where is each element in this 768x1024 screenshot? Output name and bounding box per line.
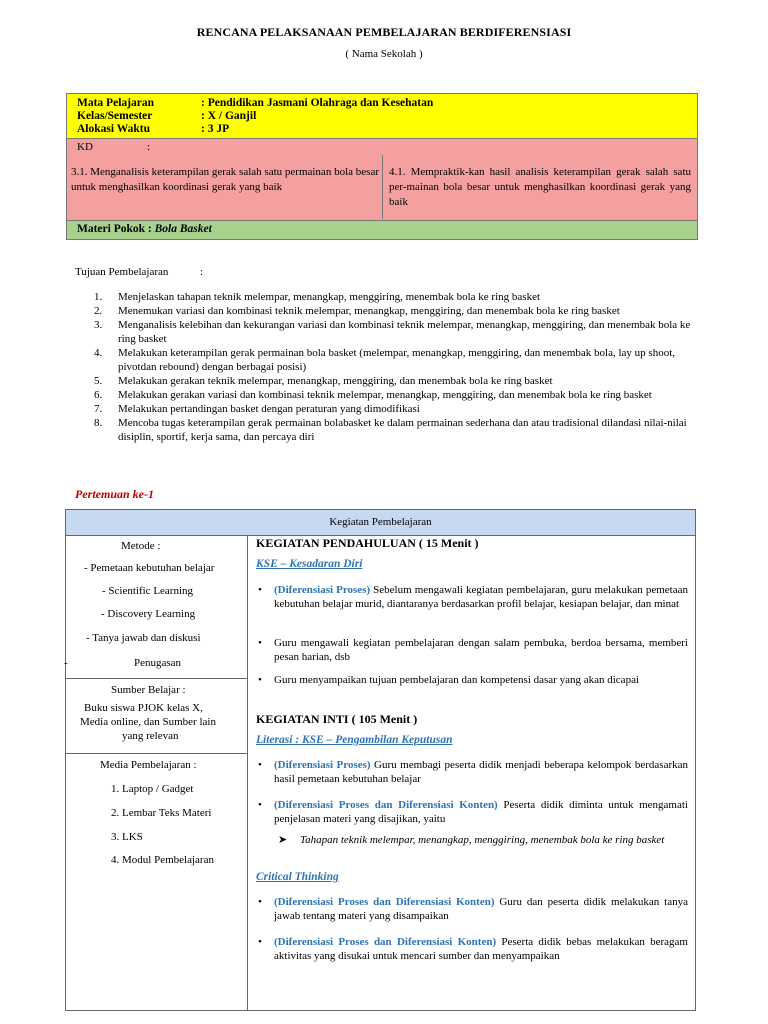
item-text: Menemukan variasi dan kombinasi teknik melempar, menangkap, menggiring, dan menembak bola ke ring basket (118, 305, 620, 317)
item-number: 4. (94, 347, 103, 359)
media-title: Media Pembelajaran : (100, 759, 197, 771)
subject-info-block (67, 94, 697, 139)
item-text: Melakukan keterampilan gerak permainan bola basket (melempar, menangkap, menggiring, dan menembak bola, lay up shoot, pivotdan rebound) dengan berbagai posisi) (118, 347, 676, 373)
item-text: Menjelaskan tahapan teknik melempar, menangkap, menggiring, menembak bola ke ring basket (118, 291, 541, 303)
document-title: RENCANA PELAKSANAAN PEMBELAJARAN BERDIFERENSIASI (196, 25, 572, 39)
bullet-item (256, 935, 688, 963)
tujuan-list (94, 290, 694, 444)
kd-block (67, 139, 697, 221)
metode-item: - Discovery Learning (101, 608, 196, 620)
bullet-text: Guru mengawali kegiatan pembelajaran dengan salam pembuka, berdoa bersama, memberi pesan harian, dsb (274, 637, 688, 663)
bullet-icon: • (258, 759, 262, 771)
metode-item: - Scientific Learning (102, 585, 194, 597)
row-value: : X / Ganjil (201, 110, 257, 122)
inti-title: KEGIATAN INTI ( 105 Menit ) (256, 712, 418, 726)
item-text: Mencoba tugas keterampilan gerak permainan bolabasket ke dalam permainan sederhana dan atau tradisional dilandasi nilai-nilai disiplin, sportif, kerja sama, dan percaya diri (118, 417, 687, 443)
media-item: 1. Laptop / Gadget (111, 783, 194, 795)
arrow-icon: ➤ (278, 834, 288, 846)
inti-subheading: Literasi : KSE – Pengambilan Keputusan (256, 734, 453, 746)
metode-item: - Tanya jawab dan diskusi (86, 632, 201, 644)
bullet-text: Sebelum mengawali kegiatan pembelajaran, guru melakukan pemetaan kebutuhan belajar murid, diantaranya berdasarkan profil belajar, kesiapan belajar, dan minat (274, 584, 688, 610)
bullet-item (256, 636, 688, 664)
bullet-item (256, 673, 688, 687)
row-key: Alokasi Waktu (77, 123, 150, 135)
bullet-icon: • (258, 936, 262, 948)
list-item (94, 290, 694, 304)
list-item (94, 416, 694, 444)
bullet-item (256, 583, 688, 611)
kd-3-1: 3.1. Menganalisis keterampilan gerak salah satu permainan bola besar untuk menghasilkan koordinasi gerak yang baik (71, 166, 379, 193)
materi-label: Materi Pokok : (77, 223, 155, 235)
diferensiasi-tag: (Diferensiasi Proses dan Diferensiasi Konten) (274, 799, 498, 811)
bullet-icon: • (258, 584, 262, 596)
kegiatan-left-column (66, 536, 248, 1010)
row-key: Kelas/Semester (77, 110, 153, 122)
item-text: Melakukan pertandingan basket dengan peraturan yang dimodifikasi (118, 403, 420, 415)
bullet-text: Peserta didik diminta untuk mengamati penjelasan materi yang disajikan, yaitu (274, 799, 688, 825)
sumber-text: Media online, dan Sumber lain (80, 716, 216, 728)
list-item (94, 388, 694, 402)
bullet-icon: • (258, 799, 262, 811)
kd-label: KD (77, 141, 93, 153)
item-number: 1. (94, 291, 103, 303)
critical-thinking-subheading: Critical Thinking (256, 871, 339, 883)
media-item: 3. LKS (111, 831, 143, 843)
list-item (94, 374, 694, 388)
diferensiasi-tag: (Diferensiasi Proses dan Diferensiasi Konten) (274, 896, 495, 908)
bullet-icon: • (258, 637, 262, 649)
bullet-item (256, 758, 688, 786)
row-value: : 3 JP (201, 123, 230, 135)
metode-item: Penugasan (134, 657, 182, 669)
arrow-text: Tahapan teknik melempar, menangkap, menggiring, menembak bola ke ring basket (300, 834, 665, 846)
sumber-text: yang relevan (122, 730, 179, 742)
media-box (66, 753, 247, 1010)
list-item (94, 318, 694, 346)
metode-box (66, 536, 247, 679)
media-item: 2. Lembar Teks Materi (111, 807, 212, 819)
kegiatan-table (65, 509, 696, 1011)
kd-divider (382, 155, 383, 219)
item-number: 7. (94, 403, 103, 415)
item-number: 3. (94, 319, 103, 331)
item-number: 5. (94, 375, 103, 387)
school-name: ( Nama Sekolah ) (345, 48, 423, 60)
item-number: 6. (94, 389, 103, 401)
item-text: Melakukan gerakan variasi dan kombinasi teknik melempar, menangkap, menggiring, dan menembak bola ke ring basket (118, 389, 652, 401)
header-table (66, 93, 698, 240)
diferensiasi-tag: (Diferensiasi Proses) (274, 759, 371, 771)
arrow-item (278, 833, 688, 847)
item-number: 8. (94, 417, 103, 429)
bullet-text: Peserta didik bebas melakukan beragam aktivitas yang disukai untuk mencari sumber dan menyampaikan (274, 936, 688, 962)
media-item: 4. Modul Pembelajaran (111, 854, 214, 866)
diferensiasi-tag: (Diferensiasi Proses) (274, 584, 371, 596)
bullet-item (256, 798, 688, 826)
list-item (94, 346, 694, 374)
materi-value: Bola Basket (154, 223, 212, 235)
bullet-icon: • (258, 674, 262, 686)
item-number: 2. (94, 305, 103, 317)
bullet-text: Guru dan peserta didik melakukan tanya jawab tentang materi yang disampaikan (274, 896, 688, 922)
pendahuluan-title: KEGIATAN PENDAHULUAN ( 15 Menit ) (256, 536, 479, 550)
metode-item: - Pemetaan kebutuhan belajar (84, 562, 215, 574)
tujuan-colon: : (200, 266, 204, 278)
sumber-text: Buku siswa PJOK kelas X, (84, 702, 203, 714)
row-value: : Pendidikan Jasmani Olahraga dan Kesehatan (201, 97, 434, 109)
bullet-text: Guru menyampaikan tujuan pembelajaran dan kompetensi dasar yang akan dicapai (274, 674, 640, 686)
metode-title: Metode : (121, 540, 161, 552)
item-text: Menganalisis kelebihan dan kekurangan variasi dan kombinasi teknik melempar, menangkap, menggiring, dan menembak bola ke ring basket (118, 319, 691, 345)
kegiatan-header: Kegiatan Pembelajaran (66, 510, 695, 536)
pendahuluan-subheading: KSE – Kesadaran Diri (256, 558, 363, 570)
bullet-item (256, 895, 688, 923)
list-item (94, 304, 694, 318)
item-text: Melakukan gerakan teknik melempar, menangkap, menggiring, dan menembak bola ke ring basket (118, 375, 553, 387)
kd-4-1: 4.1. Mempraktik-kan hasil analisis keterampilan gerak salah satu per-mainan bola besar untuk menghasilkan koordinasi gerak yang baik (389, 166, 691, 208)
kd-colon: : (147, 141, 151, 153)
metode-dash: - (64, 657, 68, 669)
bullet-text: Guru membagi peserta didik menjadi beberapa kelompok berdasarkan hasil pemetaan kebutuhan belajar (274, 759, 688, 785)
list-item (94, 402, 694, 416)
materi-pokok (77, 223, 212, 235)
materi-pokok-row (67, 221, 697, 239)
sumber-title: Sumber Belajar : (111, 684, 186, 696)
row-key: Mata Pelajaran (77, 97, 154, 109)
tujuan-label: Tujuan Pembelajaran (75, 266, 169, 278)
diferensiasi-tag: (Diferensiasi Proses dan Diferensiasi Konten) (274, 936, 497, 948)
pertemuan-heading: Pertemuan ke-1 (75, 487, 154, 501)
bullet-icon: • (258, 896, 262, 908)
sumber-belajar-box (66, 678, 247, 754)
